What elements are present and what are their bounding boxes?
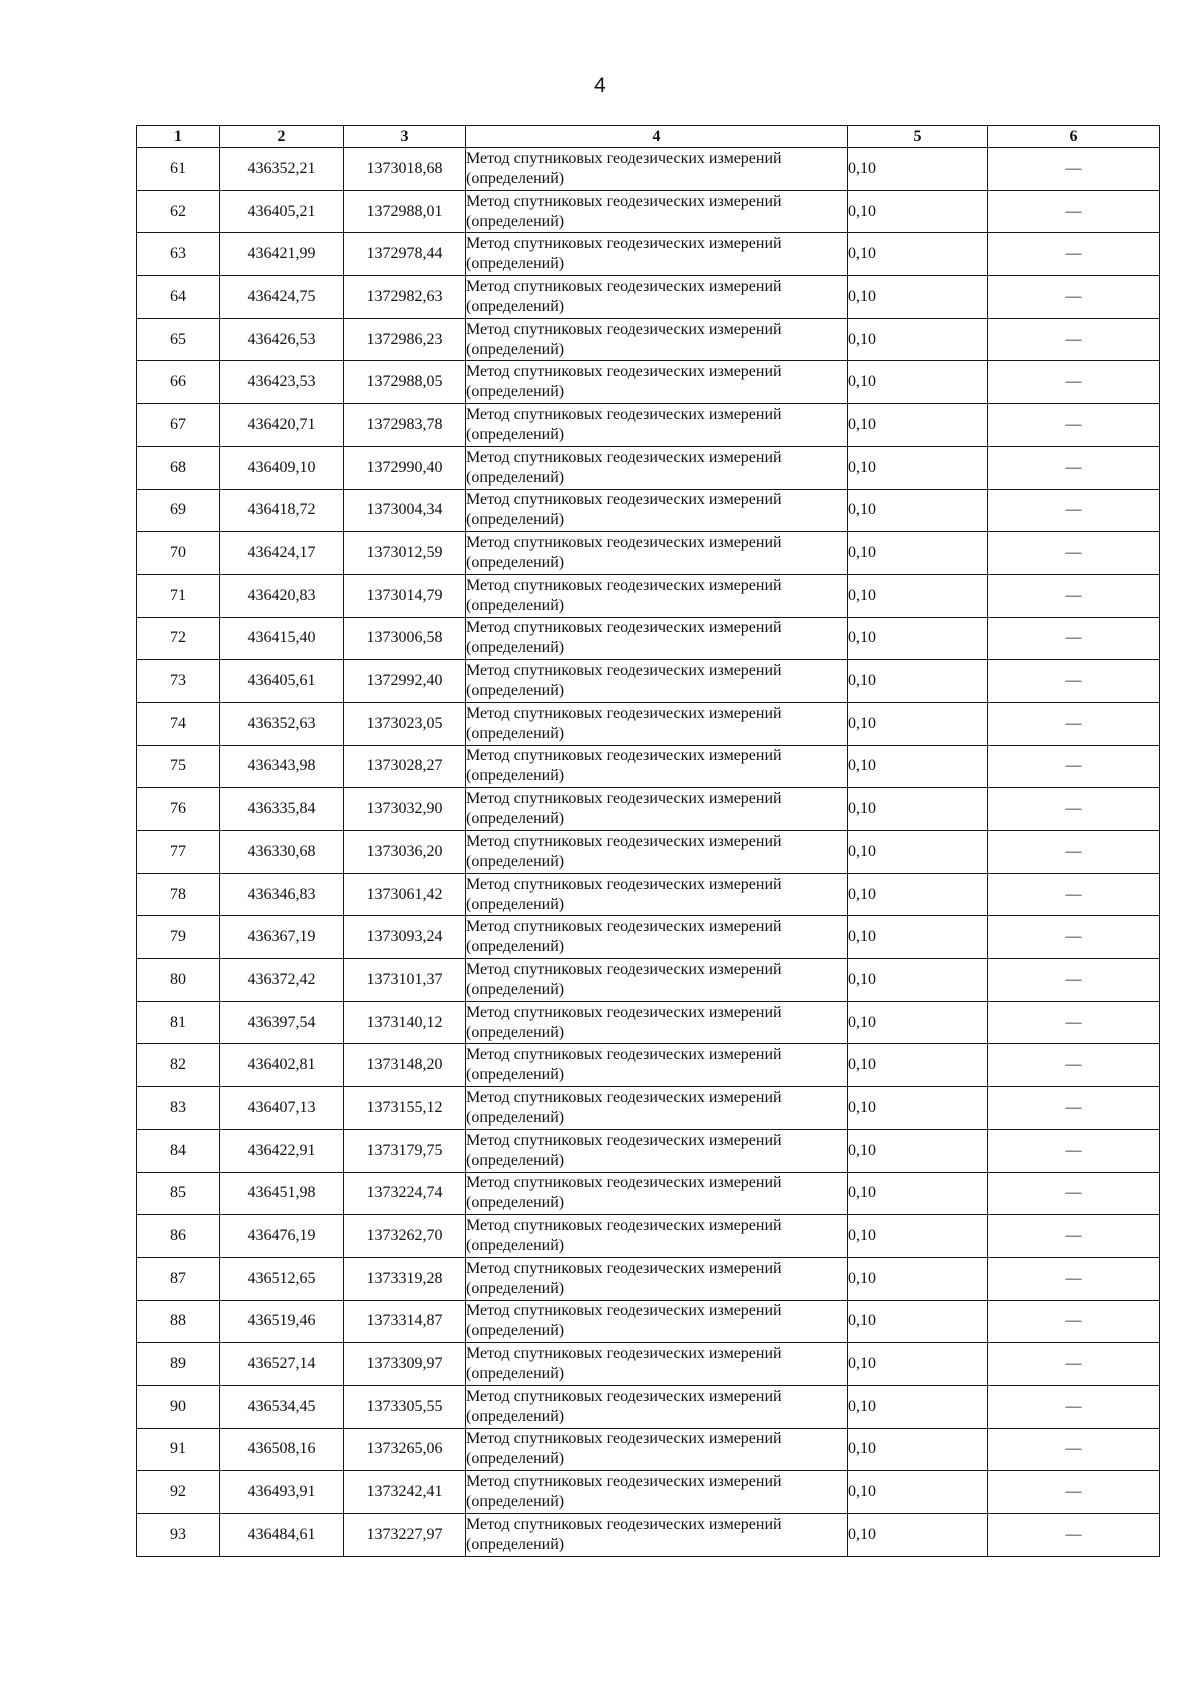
- y-coordinate-cell: 1373227,97: [344, 1514, 466, 1557]
- note-cell: —: [988, 361, 1160, 404]
- x-coordinate-cell: 436346,83: [220, 873, 344, 916]
- accuracy-cell: 0,10: [848, 318, 988, 361]
- accuracy-cell: 0,10: [848, 617, 988, 660]
- note-cell: —: [988, 831, 1160, 874]
- table-row: [137, 1172, 1160, 1215]
- point-number-cell: 64: [137, 276, 220, 319]
- method-cell: Метод спутниковых геодезических измерений (определений): [466, 276, 848, 319]
- x-coordinate-cell: 436493,91: [220, 1471, 344, 1514]
- method-cell: Метод спутниковых геодезических измерений (определений): [466, 660, 848, 703]
- y-coordinate-cell: 1372988,01: [344, 190, 466, 233]
- x-coordinate-cell: 436508,16: [220, 1428, 344, 1471]
- table-row: [137, 788, 1160, 831]
- accuracy-cell: 0,10: [848, 532, 988, 575]
- column-header: 3: [344, 126, 466, 148]
- column-header: 4: [466, 126, 848, 148]
- accuracy-cell: 0,10: [848, 446, 988, 489]
- y-coordinate-cell: 1372990,40: [344, 446, 466, 489]
- note-cell: —: [988, 1300, 1160, 1343]
- table-row: [137, 1471, 1160, 1514]
- method-cell: Метод спутниковых геодезических измерений (определений): [466, 1257, 848, 1300]
- point-number-cell: 62: [137, 190, 220, 233]
- method-cell: Метод спутниковых геодезических измерений (определений): [466, 1428, 848, 1471]
- y-coordinate-cell: 1373224,74: [344, 1172, 466, 1215]
- table-row: [137, 190, 1160, 233]
- point-number-cell: 72: [137, 617, 220, 660]
- coordinates-table: [136, 125, 1160, 1557]
- table-row: [137, 1044, 1160, 1087]
- point-number-cell: 75: [137, 745, 220, 788]
- point-number-cell: 81: [137, 1001, 220, 1044]
- accuracy-cell: 0,10: [848, 489, 988, 532]
- table-row: [137, 702, 1160, 745]
- accuracy-cell: 0,10: [848, 1044, 988, 1087]
- x-coordinate-cell: 436352,21: [220, 148, 344, 191]
- note-cell: —: [988, 1129, 1160, 1172]
- y-coordinate-cell: 1373023,05: [344, 702, 466, 745]
- accuracy-cell: 0,10: [848, 916, 988, 959]
- table-row: [137, 1514, 1160, 1557]
- note-cell: —: [988, 148, 1160, 191]
- accuracy-cell: 0,10: [848, 1001, 988, 1044]
- note-cell: —: [988, 1001, 1160, 1044]
- point-number-cell: 83: [137, 1087, 220, 1130]
- method-cell: Метод спутниковых геодезических измерений (определений): [466, 1215, 848, 1258]
- x-coordinate-cell: 436424,17: [220, 532, 344, 575]
- y-coordinate-cell: 1372978,44: [344, 233, 466, 276]
- y-coordinate-cell: 1373265,06: [344, 1428, 466, 1471]
- table-row: [137, 959, 1160, 1002]
- method-cell: Метод спутниковых геодезических измерений (определений): [466, 1087, 848, 1130]
- point-number-cell: 71: [137, 574, 220, 617]
- accuracy-cell: 0,10: [848, 1471, 988, 1514]
- method-cell: Метод спутниковых геодезических измерений (определений): [466, 1172, 848, 1215]
- y-coordinate-cell: 1373101,37: [344, 959, 466, 1002]
- note-cell: —: [988, 1044, 1160, 1087]
- table-row: [137, 1257, 1160, 1300]
- note-cell: —: [988, 660, 1160, 703]
- table-row: [137, 916, 1160, 959]
- method-cell: Метод спутниковых геодезических измерений (определений): [466, 873, 848, 916]
- table-row: [137, 318, 1160, 361]
- x-coordinate-cell: 436512,65: [220, 1257, 344, 1300]
- note-cell: —: [988, 574, 1160, 617]
- point-number-cell: 91: [137, 1428, 220, 1471]
- accuracy-cell: 0,10: [848, 1129, 988, 1172]
- note-cell: —: [988, 873, 1160, 916]
- table-row: [137, 1385, 1160, 1428]
- note-cell: —: [988, 1471, 1160, 1514]
- x-coordinate-cell: 436420,83: [220, 574, 344, 617]
- accuracy-cell: 0,10: [848, 1343, 988, 1386]
- x-coordinate-cell: 436409,10: [220, 446, 344, 489]
- method-cell: Метод спутниковых геодезических измерений (определений): [466, 1044, 848, 1087]
- table-row: [137, 1215, 1160, 1258]
- accuracy-cell: 0,10: [848, 873, 988, 916]
- accuracy-cell: 0,10: [848, 1514, 988, 1557]
- x-coordinate-cell: 436402,81: [220, 1044, 344, 1087]
- note-cell: —: [988, 532, 1160, 575]
- table-row: [137, 1129, 1160, 1172]
- note-cell: —: [988, 190, 1160, 233]
- method-cell: Метод спутниковых геодезических измерений (определений): [466, 190, 848, 233]
- x-coordinate-cell: 436484,61: [220, 1514, 344, 1557]
- method-cell: Метод спутниковых геодезических измерений (определений): [466, 318, 848, 361]
- x-coordinate-cell: 436405,21: [220, 190, 344, 233]
- x-coordinate-cell: 436476,19: [220, 1215, 344, 1258]
- point-number-cell: 82: [137, 1044, 220, 1087]
- accuracy-cell: 0,10: [848, 1385, 988, 1428]
- x-coordinate-cell: 436343,98: [220, 745, 344, 788]
- point-number-cell: 78: [137, 873, 220, 916]
- note-cell: —: [988, 318, 1160, 361]
- note-cell: —: [988, 1428, 1160, 1471]
- accuracy-cell: 0,10: [848, 574, 988, 617]
- note-cell: —: [988, 959, 1160, 1002]
- method-cell: Метод спутниковых геодезических измерений (определений): [466, 404, 848, 447]
- y-coordinate-cell: 1373036,20: [344, 831, 466, 874]
- y-coordinate-cell: 1373006,58: [344, 617, 466, 660]
- column-header: 1: [137, 126, 220, 148]
- y-coordinate-cell: 1373140,12: [344, 1001, 466, 1044]
- point-number-cell: 61: [137, 148, 220, 191]
- table-row: [137, 873, 1160, 916]
- accuracy-cell: 0,10: [848, 404, 988, 447]
- method-cell: Метод спутниковых геодезических измерений (определений): [466, 788, 848, 831]
- table-row: [137, 1087, 1160, 1130]
- table-row: [137, 361, 1160, 404]
- table-row: [137, 660, 1160, 703]
- y-coordinate-cell: 1373242,41: [344, 1471, 466, 1514]
- table-row: [137, 617, 1160, 660]
- y-coordinate-cell: 1373032,90: [344, 788, 466, 831]
- x-coordinate-cell: 436397,54: [220, 1001, 344, 1044]
- accuracy-cell: 0,10: [848, 1428, 988, 1471]
- method-cell: Метод спутниковых геодезических измерений (определений): [466, 831, 848, 874]
- method-cell: Метод спутниковых геодезических измерений (определений): [466, 1471, 848, 1514]
- y-coordinate-cell: 1373179,75: [344, 1129, 466, 1172]
- x-coordinate-cell: 436372,42: [220, 959, 344, 1002]
- table-header-row: [137, 126, 1160, 148]
- table-row: [137, 1343, 1160, 1386]
- x-coordinate-cell: 436352,63: [220, 702, 344, 745]
- y-coordinate-cell: 1373014,79: [344, 574, 466, 617]
- method-cell: Метод спутниковых геодезических измерений (определений): [466, 361, 848, 404]
- method-cell: Метод спутниковых геодезических измерений (определений): [466, 532, 848, 575]
- table-row: [137, 446, 1160, 489]
- note-cell: —: [988, 702, 1160, 745]
- note-cell: —: [988, 233, 1160, 276]
- note-cell: —: [988, 1172, 1160, 1215]
- point-number-cell: 76: [137, 788, 220, 831]
- point-number-cell: 69: [137, 489, 220, 532]
- x-coordinate-cell: 436519,46: [220, 1300, 344, 1343]
- note-cell: —: [988, 1385, 1160, 1428]
- method-cell: Метод спутниковых геодезических измерений (определений): [466, 1001, 848, 1044]
- method-cell: Метод спутниковых геодезических измерений (определений): [466, 1129, 848, 1172]
- table-row: [137, 532, 1160, 575]
- point-number-cell: 80: [137, 959, 220, 1002]
- y-coordinate-cell: 1373012,59: [344, 532, 466, 575]
- point-number-cell: 93: [137, 1514, 220, 1557]
- y-coordinate-cell: 1372988,05: [344, 361, 466, 404]
- x-coordinate-cell: 436421,99: [220, 233, 344, 276]
- x-coordinate-cell: 436415,40: [220, 617, 344, 660]
- y-coordinate-cell: 1373018,68: [344, 148, 466, 191]
- accuracy-cell: 0,10: [848, 959, 988, 1002]
- table-row: [137, 574, 1160, 617]
- table-row: [137, 1001, 1160, 1044]
- method-cell: Метод спутниковых геодезических измерений (определений): [466, 1514, 848, 1557]
- y-coordinate-cell: 1373093,24: [344, 916, 466, 959]
- x-coordinate-cell: 436423,53: [220, 361, 344, 404]
- y-coordinate-cell: 1373155,12: [344, 1087, 466, 1130]
- note-cell: —: [988, 1215, 1160, 1258]
- table-row: [137, 233, 1160, 276]
- method-cell: Метод спутниковых геодезических измерений (определений): [466, 702, 848, 745]
- table-row: [137, 276, 1160, 319]
- point-number-cell: 77: [137, 831, 220, 874]
- table-row: [137, 489, 1160, 532]
- y-coordinate-cell: 1373305,55: [344, 1385, 466, 1428]
- point-number-cell: 89: [137, 1343, 220, 1386]
- table-row: [137, 831, 1160, 874]
- x-coordinate-cell: 436527,14: [220, 1343, 344, 1386]
- column-header: 5: [848, 126, 988, 148]
- point-number-cell: 66: [137, 361, 220, 404]
- note-cell: —: [988, 276, 1160, 319]
- y-coordinate-cell: 1372982,63: [344, 276, 466, 319]
- page-number: 4: [594, 74, 606, 97]
- x-coordinate-cell: 436418,72: [220, 489, 344, 532]
- method-cell: Метод спутниковых геодезических измерений (определений): [466, 446, 848, 489]
- note-cell: —: [988, 489, 1160, 532]
- accuracy-cell: 0,10: [848, 1300, 988, 1343]
- note-cell: —: [988, 404, 1160, 447]
- method-cell: Метод спутниковых геодезических измерений (определений): [466, 1343, 848, 1386]
- method-cell: Метод спутниковых геодезических измерений (определений): [466, 148, 848, 191]
- point-number-cell: 85: [137, 1172, 220, 1215]
- point-number-cell: 70: [137, 532, 220, 575]
- method-cell: Метод спутниковых геодезических измерений (определений): [466, 489, 848, 532]
- column-header: 6: [988, 126, 1160, 148]
- accuracy-cell: 0,10: [848, 831, 988, 874]
- accuracy-cell: 0,10: [848, 660, 988, 703]
- y-coordinate-cell: 1373061,42: [344, 873, 466, 916]
- method-cell: Метод спутниковых геодезических измерений (определений): [466, 1300, 848, 1343]
- point-number-cell: 79: [137, 916, 220, 959]
- accuracy-cell: 0,10: [848, 361, 988, 404]
- y-coordinate-cell: 1373314,87: [344, 1300, 466, 1343]
- point-number-cell: 88: [137, 1300, 220, 1343]
- point-number-cell: 74: [137, 702, 220, 745]
- point-number-cell: 65: [137, 318, 220, 361]
- y-coordinate-cell: 1372992,40: [344, 660, 466, 703]
- note-cell: —: [988, 446, 1160, 489]
- note-cell: —: [988, 1514, 1160, 1557]
- y-coordinate-cell: 1373309,97: [344, 1343, 466, 1386]
- y-coordinate-cell: 1373148,20: [344, 1044, 466, 1087]
- accuracy-cell: 0,10: [848, 1257, 988, 1300]
- point-number-cell: 90: [137, 1385, 220, 1428]
- x-coordinate-cell: 436420,71: [220, 404, 344, 447]
- point-number-cell: 68: [137, 446, 220, 489]
- note-cell: —: [988, 1343, 1160, 1386]
- point-number-cell: 67: [137, 404, 220, 447]
- x-coordinate-cell: 436367,19: [220, 916, 344, 959]
- accuracy-cell: 0,10: [848, 788, 988, 831]
- note-cell: —: [988, 617, 1160, 660]
- accuracy-cell: 0,10: [848, 702, 988, 745]
- x-coordinate-cell: 436330,68: [220, 831, 344, 874]
- note-cell: —: [988, 1257, 1160, 1300]
- x-coordinate-cell: 436335,84: [220, 788, 344, 831]
- x-coordinate-cell: 436422,91: [220, 1129, 344, 1172]
- x-coordinate-cell: 436534,45: [220, 1385, 344, 1428]
- table-row: [137, 745, 1160, 788]
- y-coordinate-cell: 1373004,34: [344, 489, 466, 532]
- table-row: [137, 148, 1160, 191]
- point-number-cell: 87: [137, 1257, 220, 1300]
- note-cell: —: [988, 788, 1160, 831]
- accuracy-cell: 0,10: [848, 745, 988, 788]
- note-cell: —: [988, 1087, 1160, 1130]
- y-coordinate-cell: 1373319,28: [344, 1257, 466, 1300]
- point-number-cell: 84: [137, 1129, 220, 1172]
- method-cell: Метод спутниковых геодезических измерений (определений): [466, 1385, 848, 1428]
- table-row: [137, 1300, 1160, 1343]
- y-coordinate-cell: 1373262,70: [344, 1215, 466, 1258]
- table-row: [137, 1428, 1160, 1471]
- point-number-cell: 86: [137, 1215, 220, 1258]
- x-coordinate-cell: 436407,13: [220, 1087, 344, 1130]
- accuracy-cell: 0,10: [848, 1172, 988, 1215]
- method-cell: Метод спутниковых геодезических измерений (определений): [466, 745, 848, 788]
- point-number-cell: 73: [137, 660, 220, 703]
- method-cell: Метод спутниковых геодезических измерений (определений): [466, 617, 848, 660]
- note-cell: —: [988, 745, 1160, 788]
- table-row: [137, 404, 1160, 447]
- x-coordinate-cell: 436426,53: [220, 318, 344, 361]
- point-number-cell: 63: [137, 233, 220, 276]
- x-coordinate-cell: 436451,98: [220, 1172, 344, 1215]
- accuracy-cell: 0,10: [848, 1215, 988, 1258]
- y-coordinate-cell: 1372983,78: [344, 404, 466, 447]
- method-cell: Метод спутниковых геодезических измерений (определений): [466, 916, 848, 959]
- accuracy-cell: 0,10: [848, 190, 988, 233]
- table-body: [137, 148, 1160, 1557]
- method-cell: Метод спутниковых геодезических измерений (определений): [466, 959, 848, 1002]
- accuracy-cell: 0,10: [848, 276, 988, 319]
- accuracy-cell: 0,10: [848, 148, 988, 191]
- y-coordinate-cell: 1372986,23: [344, 318, 466, 361]
- y-coordinate-cell: 1373028,27: [344, 745, 466, 788]
- column-header: 2: [220, 126, 344, 148]
- method-cell: Метод спутниковых геодезических измерений (определений): [466, 574, 848, 617]
- note-cell: —: [988, 916, 1160, 959]
- point-number-cell: 92: [137, 1471, 220, 1514]
- method-cell: Метод спутниковых геодезических измерений (определений): [466, 233, 848, 276]
- accuracy-cell: 0,10: [848, 233, 988, 276]
- accuracy-cell: 0,10: [848, 1087, 988, 1130]
- x-coordinate-cell: 436405,61: [220, 660, 344, 703]
- x-coordinate-cell: 436424,75: [220, 276, 344, 319]
